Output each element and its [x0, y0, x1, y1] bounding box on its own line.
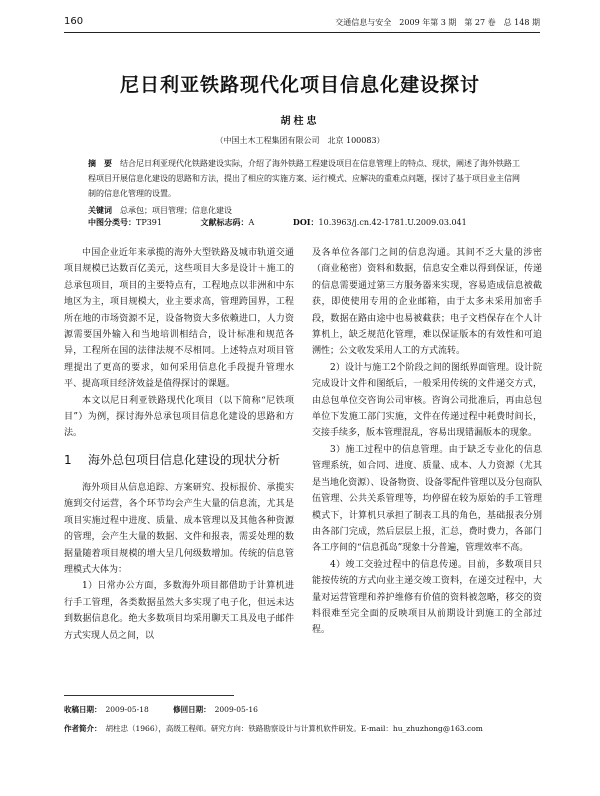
clc-code: 中图分类号：TP391: [88, 217, 162, 227]
keywords-block: [88, 203, 521, 218]
header-rule: [64, 32, 540, 33]
paragraph: 海外项目从信息追踪、方案研究、投标报价、承揽实施到交付运营，各个环节均会产生大量的信息流，尤其是项目实施过程中进度、质量、成本管理以及其他各种资源的管理，会产生大量的数据、文件和报表，需妥处理的数据量随着项目规模的增大呈几何级数增加。传统的信息管理模式大体为：: [64, 482, 294, 575]
left-column: [64, 245, 294, 644]
section-title: 海外总包项目信息化建设的现状分析: [88, 452, 281, 467]
footnote-rule: [64, 695, 234, 696]
right-column: [312, 245, 542, 639]
keywords-text: 总承包；项目管理；信息化建设: [120, 206, 232, 215]
author-bio: 作者简介： 胡柱忠（1966），高级工程师。研究方向：铁路勘察设计与计算机软件研发。E-mail：hu_zhuzhong@163.com: [64, 724, 483, 733]
abstract-label: 摘 要: [88, 158, 112, 168]
received-dates: 收稿日期： 2009-05-18 修回日期： 2009-05-16: [64, 705, 258, 714]
section-heading: [64, 450, 294, 470]
running-header: [64, 14, 540, 32]
document-code: 文献标志码：A: [200, 217, 255, 227]
author-affiliation: （中国土木工程集团有限公司 北京 100083）: [215, 136, 385, 145]
classification-line: [88, 217, 538, 228]
paragraph: 3）施工过程中的信息管理。由于缺乏专业化的信息管理系统，如合同、进度、质量、成本、人力资源（尤其是当地化资源）、设备物资、设备零配件管理以及分包商队伍管理、公共关系管理等，均停留在较为原始的手工管理模式下，计算机只承担了制表工具的角色，基础报表分别由各部门完成，然后层层上报，汇总，费时费力，各部门各工序间的“信息孤岛”现象十分普遍，管理效率不高。: [312, 444, 542, 554]
paragraph: 2）设计与施工2个阶段之间的图纸界面管理。设计院完成设计文件和图纸后，一般采用传统的文件递交方式，由总包单位交咨询公司审核。咨询公司批准后，再由总包单位下发施工部门实施，文件在传递过程中耗费时间长，交接手续多，版本管理混乱，容易出现错漏版本的现象。: [312, 362, 542, 439]
paragraph: 1）日常办公方面，多数海外项目都借助于计算机进行手工管理，各类数据虽然大多实现了电子化，但远未达到数据信息化。绝大多数项目均采用聊天工具及电子邮件方式实现人员之间，以: [64, 581, 294, 641]
journal-info: 交通信息与安全 2009 年第 3 期 第 27 卷 总 148 期: [335, 18, 540, 27]
paragraph: 4）竣工交验过程中的信息传递。目前，多数项目只能按传统的方式向业主递交竣工资料，在递交过程中，大量对运营管理和养护维修有价值的资料被忽略，移交的资料很难至完全面的反映项目从前期设计到施工的全部过程。: [312, 559, 542, 636]
author-name: 胡柱忠: [280, 116, 320, 127]
abstract-block: [88, 156, 521, 201]
doi: DOI：10.3963/j.cn.42-1781.U.2009.03.041: [292, 217, 467, 227]
article-title: 尼日利亚铁路现代化项目信息化建设探讨: [119, 74, 480, 96]
abstract-text: 结合尼日利亚现代化铁路建设实际，介绍了海外铁路工程建设项目在信息管理上的特点、现状，阐述了海外铁路工程项目开展信息化建设的思路和方法，提出了相应的实施方案、运行模式、应解决的重难点问题，探讨了基于项目业主信网制的信息化管理的设置。: [88, 159, 520, 198]
section-number: 1: [64, 452, 72, 467]
paragraph: 中国企业近年来承揽的海外大型铁路及城市轨道交通项目规模已达数百亿美元，这些项目大多是设计＋施工的总承包项目，项目的主要特点有，工程地点以非洲和中东地区为主，项目规模大，业主要求高，管理跨国界，工程所在地的市场资源不足，设备物资大多依赖进口，人力资源需要国外输入和当地培训相结合，设计标准和规范各异，工程所在国的法律法规不尽相同。上述特点对项目管理提出了更高的要求，如何采用信息化手段提升管理水平、提高项目经济效益是值得探讨的课题。: [64, 248, 294, 390]
paragraph: 本文以尼日利亚铁路现代化项目（以下简称“尼铁项目”）为例，探讨海外总承包项目信息化建设的思路和方法。: [64, 395, 294, 439]
paragraph: 及各单位各部门之间的信息沟通。其间不乏大量的涉密（商业秘密）资料和数据，信息安全难以得到保证，传递的信息需要通过第三方服务器来实现，容易造成信息被截获，即使使用专用的企业邮箱，由于太多未采用加密手段，数据在路由途中也易被截获；电子文档保存在个人计算机上，缺乏规范化管理，难以保证版本的有效性和可追溯性；公文收发采用人工的方式流转。: [312, 248, 542, 357]
footnote-block: [64, 695, 540, 742]
page-number: 160: [64, 16, 84, 27]
keywords-label: 关键词: [88, 205, 112, 215]
